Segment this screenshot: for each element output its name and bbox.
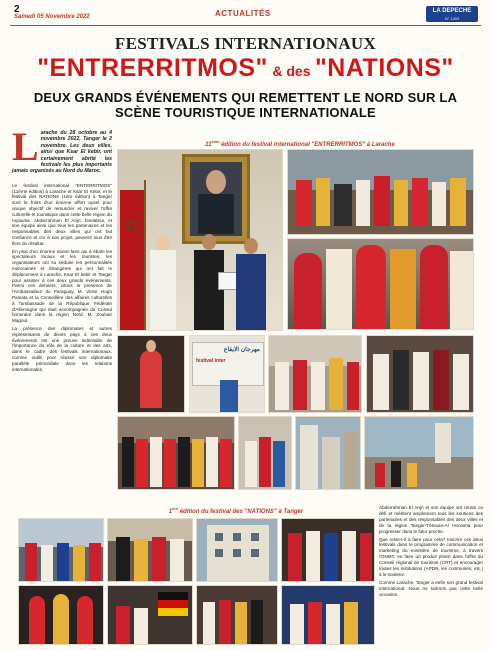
- article-paragraph: Comme Larache, Tanger a enfin son grand festival international. Nous ne tarirons pas cette belle occasion.: [379, 579, 483, 597]
- caption-number: 1: [168, 509, 173, 515]
- photo-tanger-stage: [281, 518, 375, 582]
- photo-dancers-group: [287, 149, 474, 235]
- photo-costume-dancers: [287, 238, 474, 330]
- headline-nations: "NATIONS": [314, 54, 454, 82]
- article-paragraph: Abderrahman El Anjri et son équipe ont réussi ce défi et méritent amplement tous les soutiens des partenaires et des responsables des deux villes et de la région Tanger-Tétouan-Al Hoceima pour progresser dans le futur proche.: [379, 505, 483, 534]
- photo-festival-sign: [189, 335, 265, 413]
- header-divider: [10, 25, 481, 26]
- logo-text: LA DEPECHE: [432, 8, 472, 14]
- photo-night-show: [18, 585, 104, 645]
- article-lead: arache du 28 octobre au 4 novembre 2022, Tanger le 2 novembre. Les deux villes, ainsi que Ksar El kebir, ont certainement abrité les festivals les plus importants jamais organisés au Nord du Maroc.: [12, 130, 112, 175]
- page-number: 2: [14, 4, 20, 15]
- newspaper-logo: [426, 6, 478, 22]
- drop-cap: L: [12, 124, 39, 169]
- photo-folk-group: [117, 416, 235, 490]
- issue-date-text: Samedi 05 Novembre 2022: [14, 14, 90, 20]
- photo-tanger-parade: [107, 518, 193, 582]
- page-header: [0, 0, 491, 26]
- headline-entrerritmos: "ENTRERRITMOS": [37, 54, 268, 82]
- article-body-right: [379, 505, 483, 600]
- photo-musicians: [366, 335, 474, 413]
- sign-arabic-text: مهرجان الايقاع: [223, 347, 260, 353]
- caption-text: édition du festival des "NATIONS" à Tanger: [178, 509, 304, 515]
- article-paragraph: Le festival international "ENTERRITMOS" (11ème édition) à Larache et Ksar El Kebir, et le festival des NATIONS (1ère édition) à Tanger sont le fruits d'un énorme effort ayant pour unique objectif de remuscler et raviver l'offre culturelle et touristique dans cette belle région du royaume. Abderrahman El Anjri, fondateur, et son équipe ainsi que tous les partenaires et les responsables des deux villes qui ont fait confiance et cru à son projet, peuvent tous être fiers du résultat.: [12, 182, 112, 246]
- issue-date: [14, 14, 90, 20]
- section-label: ACTUALITÉS: [215, 9, 271, 18]
- article-paragraph: Que reste-t-il à faire pour cela? Inscrire ces deux festivals dans le programme de communication et marketing du ministère de tourisme, à travers l'ONMT, en faire un produit phare dans l'offre du Conseil régional de tourisme (CRT) et encourager toutes les institutions (APDN, les communes, etc.) à le soutenir.: [379, 536, 483, 577]
- caption-text: édition du festival international "ENTRERRITMOS" à Larache: [219, 142, 395, 148]
- sign-latin-text: festival inter: [196, 358, 226, 364]
- photo-ensemble: [196, 585, 278, 645]
- headline-amp: & des: [272, 63, 311, 79]
- photo-german-flag: [107, 585, 193, 645]
- caption-entrerritmos: [120, 139, 480, 148]
- photo-tanger-building: [196, 518, 278, 582]
- photo-tanger-street: [18, 518, 104, 582]
- caption-number: 11: [205, 142, 212, 148]
- photo-ceremony: ✩: [117, 149, 283, 331]
- caption-nations: [96, 506, 376, 515]
- article-body-left: [12, 124, 112, 374]
- photo-night-dancer: [117, 335, 185, 413]
- article-paragraph: En plus d'un énorme savoir-faire qui a ébahi les spectateurs locaux et les touristes, les organisateurs ont su séduire les personnalités marocaines et étrangères qui ont fait le déplacement à Larache, Ksar El kebir et Tanger pour assister à ces deux grands événements. Parmi ces derniers, citons la présence de l'Ambassadeur du Paraguay, M. Victor Hugo Paniata et la Conseillère des affaires culturelles à l'ambassade de la République Fédérale d'Allemagne qui était accompagnée du Consul honoraire dans la région Nord, M. Zouhair Magoul.: [12, 248, 112, 324]
- caption-sup: ère: [172, 506, 179, 511]
- photo-stage-group: [268, 335, 362, 413]
- photo-city-square: [364, 416, 474, 490]
- headline-top: FESTIVALS INTERNATIONAUX: [114, 34, 377, 53]
- headline-sub: DEUX GRANDS ÉVÉNEMENTS QUI REMETTENT LE NORD SUR LA SCÈNE TOURISTIQUE INTERNATIONALE: [33, 90, 458, 120]
- photo-blue-stage: [281, 585, 375, 645]
- article-paragraph: La présence des diplomates et autres représentants de divers pays à ces deux événements est une preuve indéniable de l'importance du rôle de la culture et des arts, dans le cadre des festivals internationaux, comme outils pour réussir une diplomatie parallèle primordiale dans les relations internationales.: [12, 325, 112, 372]
- logo-issue: N° 1403: [444, 16, 460, 21]
- photo-city-street: [295, 416, 361, 490]
- photo-children-dancers: [238, 416, 292, 490]
- headline-main: [0, 54, 491, 83]
- caption-sup: ème: [211, 139, 220, 144]
